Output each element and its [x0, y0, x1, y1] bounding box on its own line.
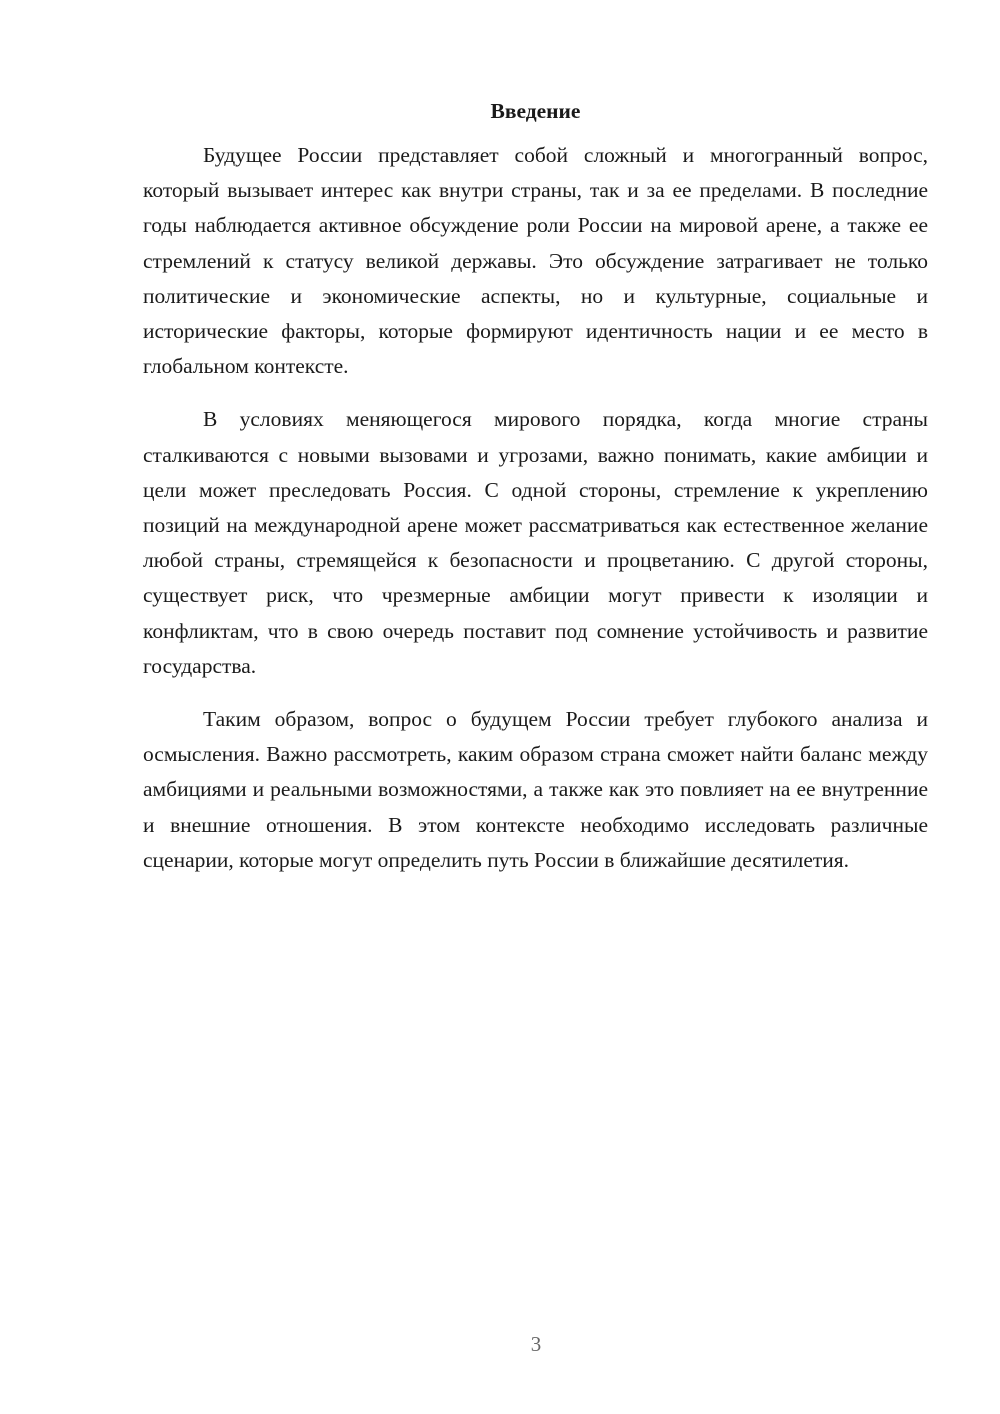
paragraph-2: В условиях меняющегося мирового порядка, когда многие страны сталкиваются с новыми вызовами и угрозами, важно понимать, какие амбиции и цели может преследовать Россия. С одной стороны, стремление к укреплению позиций на международной арене может рассматриваться как естественное желание любой страны, стремящейся к безопасности и процветанию. С другой стороны, существует риск, что чрезмерные амбиции могут привести к изоляции и конфликтам, что в свою очередь поставит под сомнение устойчивость и развитие государства. [143, 407, 928, 678]
page-number: 3 [530, 1332, 542, 1356]
section-heading: Введение [490, 99, 581, 123]
paragraph-3: Таким образом, вопрос о будущем России требует глубокого анализа и осмысления. Важно рассмотреть, каким образом страна сможет найти баланс между амбициями и реальными возможностями, а также как это повлияет на ее внутренние и внешние отношения. В этом контексте необходимо исследовать различные сценарии, которые могут определить путь России в ближайшие десятилетия. [143, 707, 928, 872]
paragraph-1: Будущее России представляет собой сложный и многогранный вопрос, который вызывает интерес как внутри страны, так и за ее пределами. В последние годы наблюдается активное обсуждение роли России на мировой арене, а также ее стремлений к статусу великой державы. Это обсуждение затрагивает не только политические и экономические аспекты, но и культурные, социальные и исторические факторы, которые формируют идентичность нации и ее место в глобальном контексте. [143, 143, 928, 379]
document-body [143, 96, 928, 896]
